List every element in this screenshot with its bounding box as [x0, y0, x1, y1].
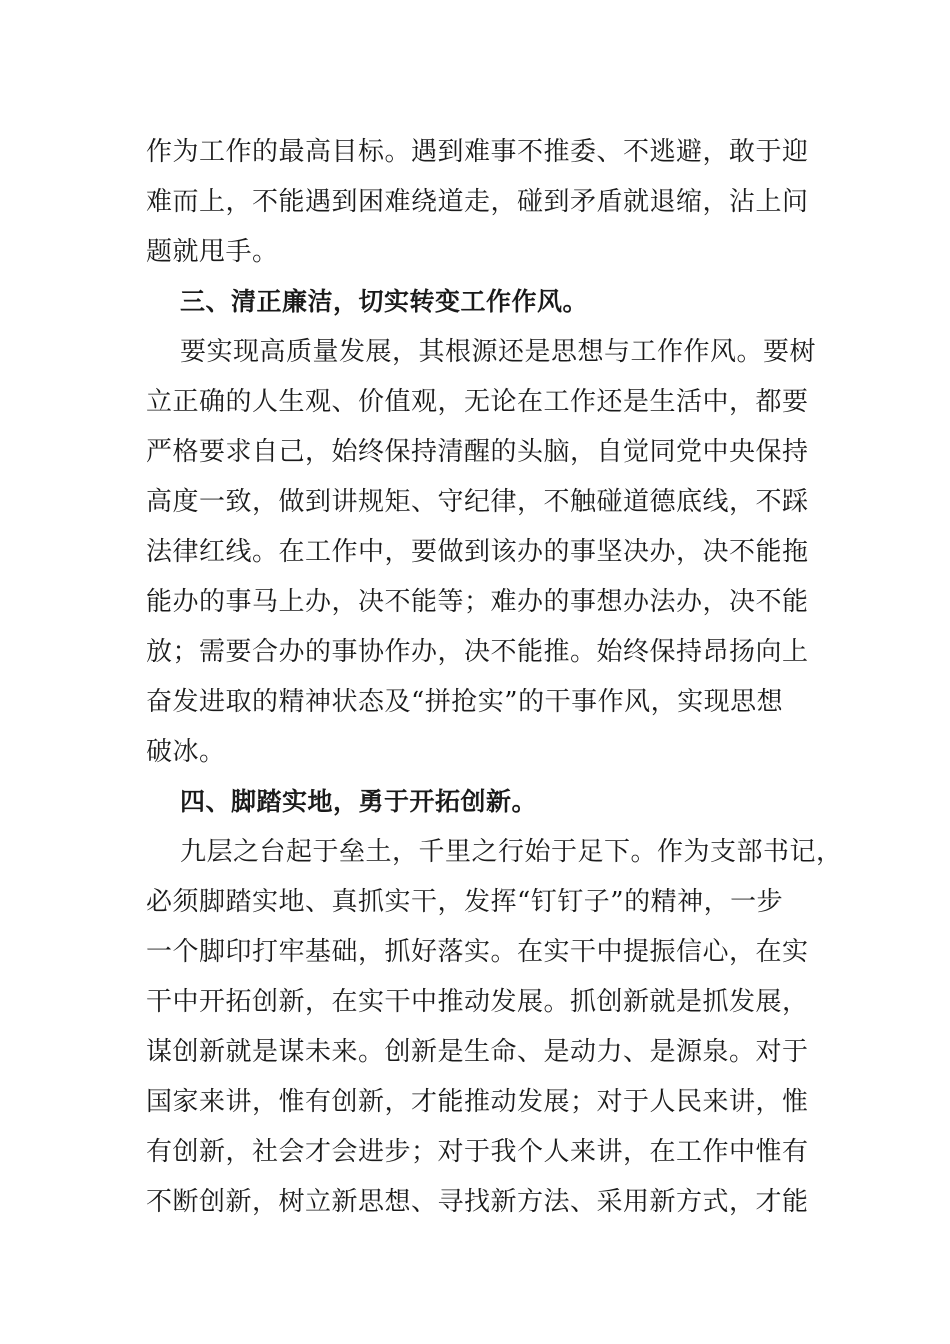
paragraph-line: 法律红线。在工作中，要做到该办的事坚决办，决不能拖: [146, 537, 809, 567]
paragraph-line: 高度一致，做到讲规矩、守纪律，不触碰道德底线，不踩: [146, 487, 809, 517]
section-heading: 四、脚踏实地，勇于开拓创新。: [180, 787, 538, 816]
paragraph-line: 谋创新就是谋未来。创新是生命、是动力、是源泉。对于: [146, 1037, 809, 1067]
paragraph-line: 必须脚踏实地、真抓实干，发挥“钉钉子”的精神，一步: [146, 887, 784, 917]
paragraph-line: 干中开拓创新，在实干中推动发展。抓创新就是抓发展，: [146, 987, 809, 1017]
paragraph-line: 一个脚印打牢基础，抓好落实。在实干中提振信心，在实: [146, 937, 809, 967]
paragraph-line: 严格要求自己，始终保持清醒的头脑，自觉同党中央保持: [146, 437, 809, 467]
paragraph-line: 破冰。: [146, 737, 226, 767]
paragraph-line: 要实现高质量发展，其根源还是思想与工作作风。要树: [180, 337, 817, 367]
paragraph-line: 九层之台起于垒土，千里之行始于足下。作为支部书记，: [180, 837, 843, 867]
paragraph-line: 奋发进取的精神状态及“拼抢实”的干事作风，实现思想: [146, 687, 784, 717]
paragraph-line: 国家来讲，惟有创新，才能推动发展；对于人民来讲，惟: [146, 1087, 809, 1117]
paragraph-line: 不断创新，树立新思想、寻找新方法、采用新方式，才能: [146, 1187, 809, 1217]
paragraph-line: 立正确的人生观、价值观，无论在工作还是生活中，都要: [146, 387, 809, 417]
paragraph-line: 有创新，社会才会进步；对于我个人来讲，在工作中惟有: [146, 1137, 809, 1167]
paragraph-line: 难而上，不能遇到困难绕道走，碰到矛盾就退缩，沾上问: [146, 187, 809, 217]
paragraph-line: 作为工作的最高目标。遇到难事不推委、不逃避，敢于迎: [146, 137, 809, 167]
paragraph-line: 放；需要合办的事协作办，决不能推。始终保持昂扬向上: [146, 637, 809, 667]
paragraph-line: 能办的事马上办，决不能等；难办的事想办法办，决不能: [146, 587, 809, 617]
section-heading: 三、清正廉洁，切实转变工作作风。: [180, 287, 589, 316]
paragraph-line: 题就甩手。: [146, 237, 279, 267]
